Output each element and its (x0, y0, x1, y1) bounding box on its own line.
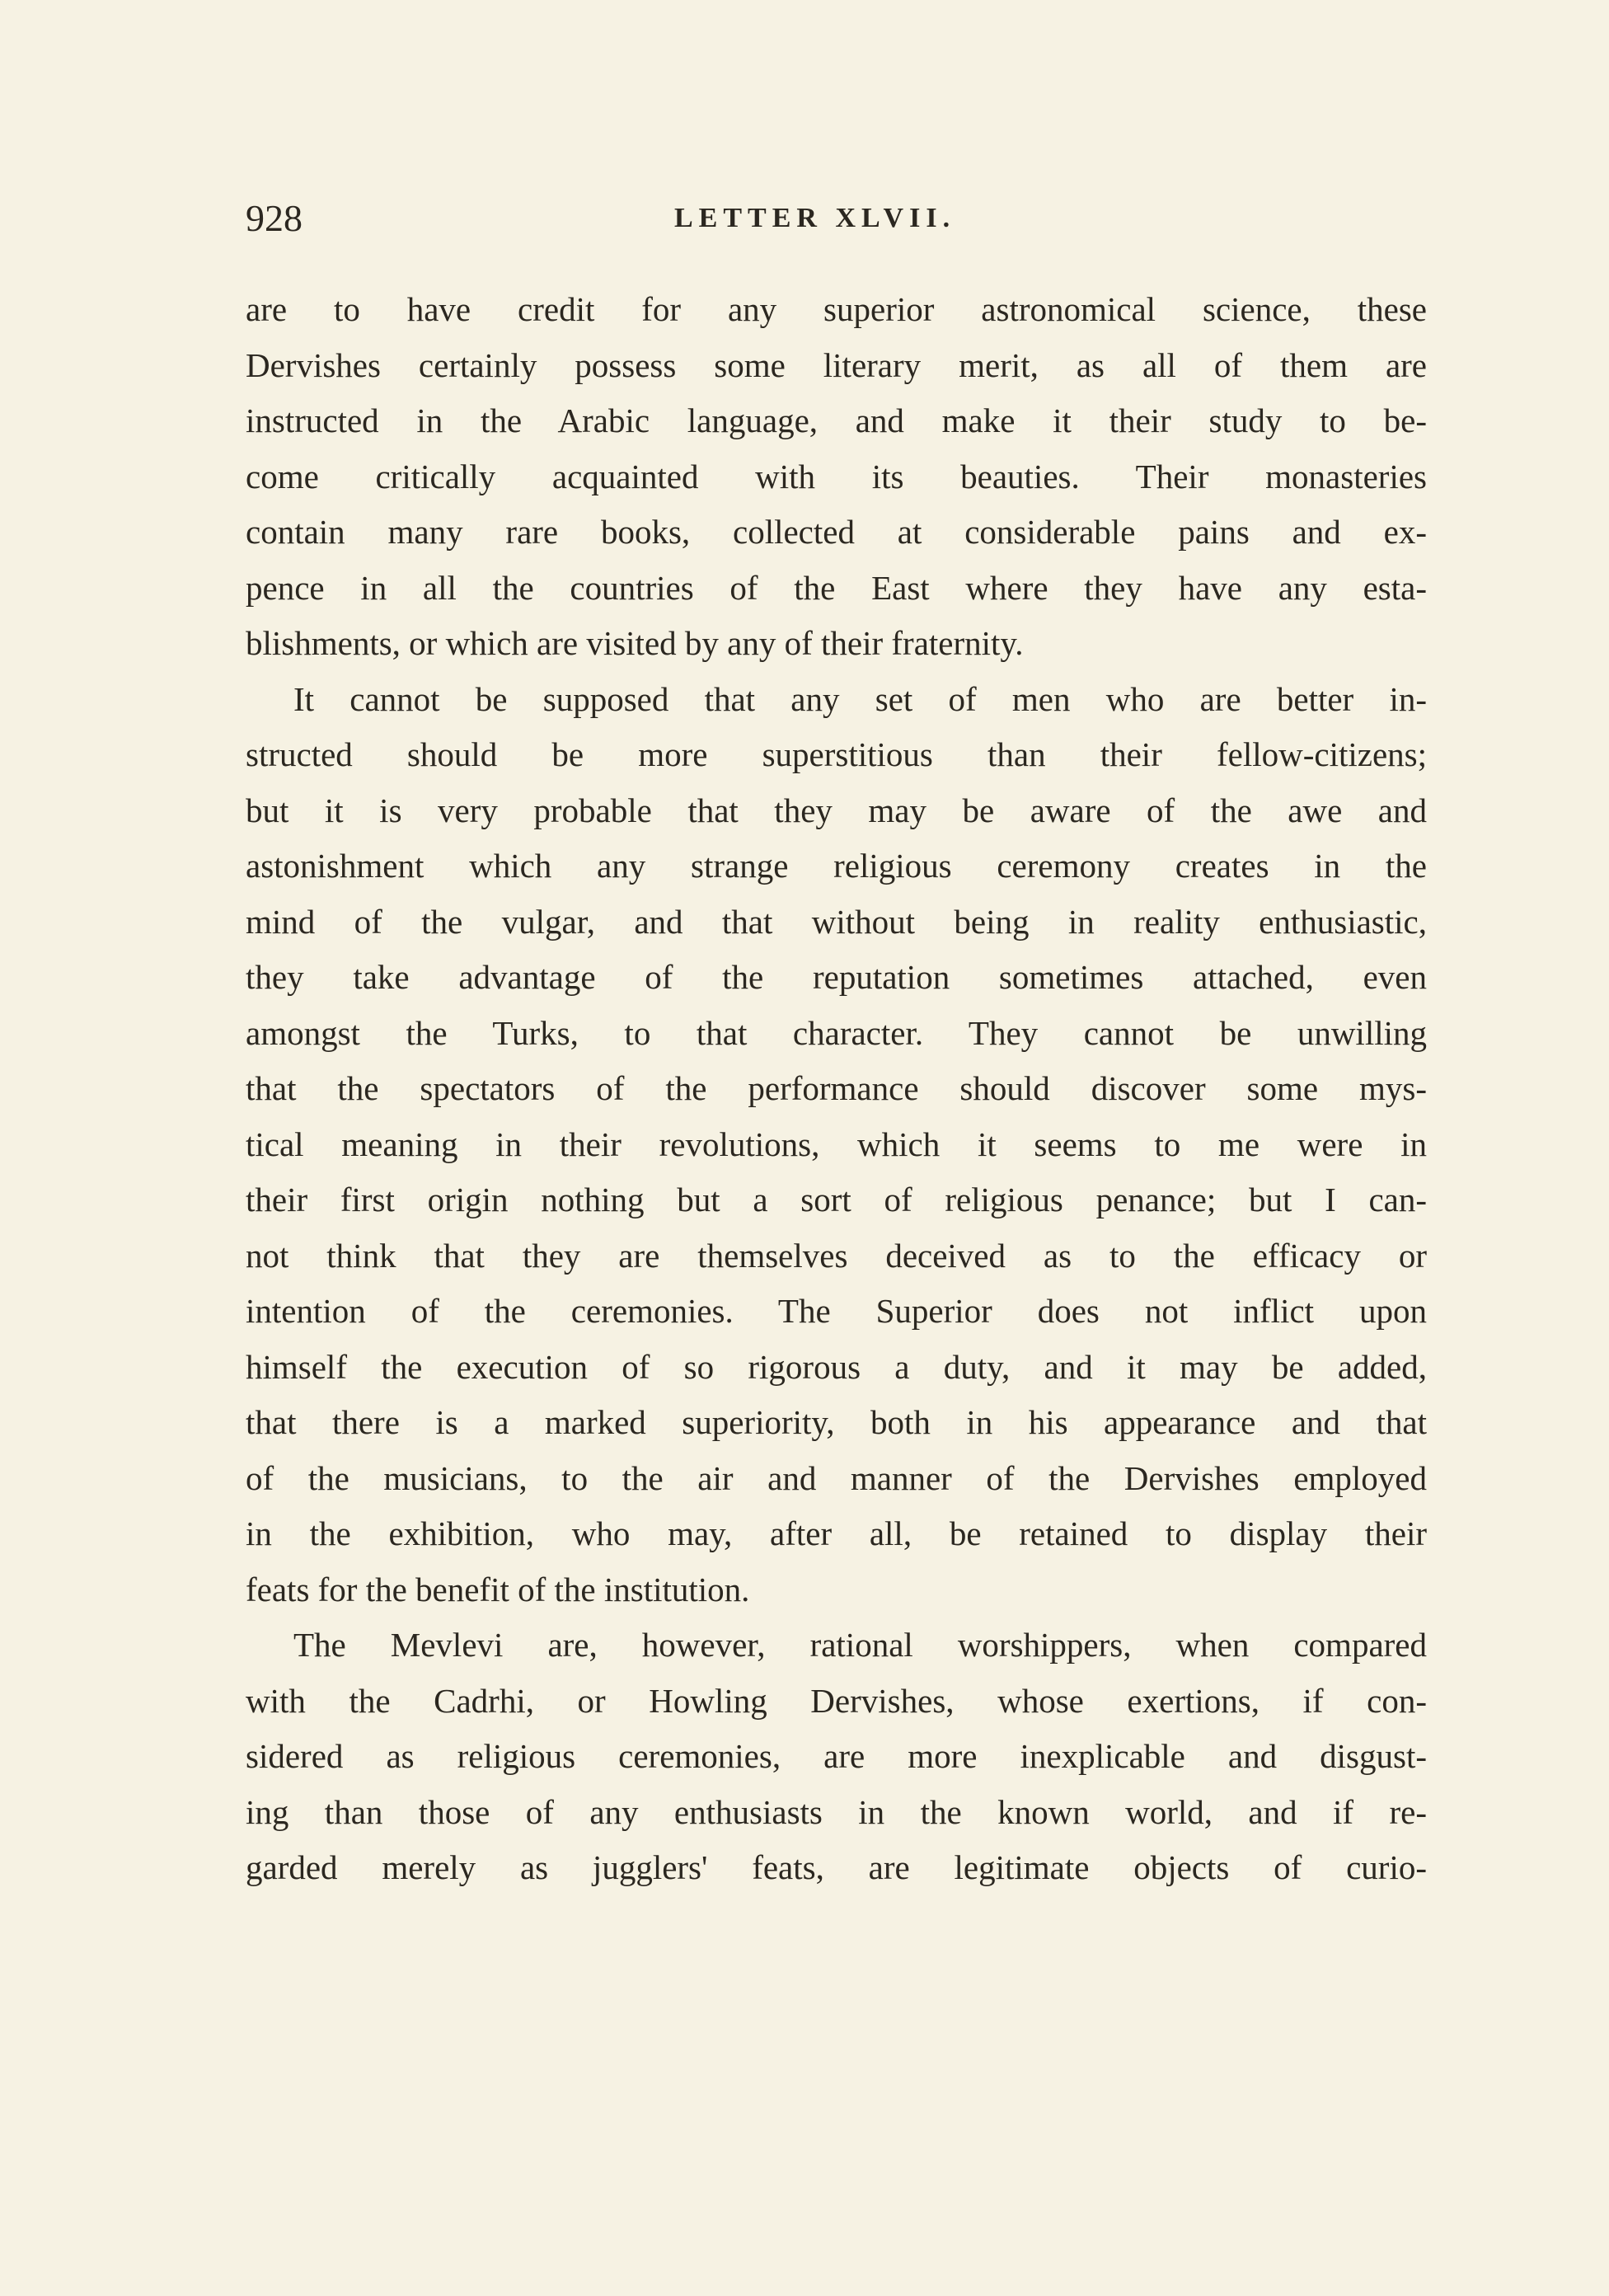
text-line: that there is a marked superiority, both in his appearance and that (246, 1403, 1427, 1441)
text-line: their first origin nothing but a sort of religious penance; but I can- (246, 1181, 1427, 1218)
text-line: The Mevlevi are, however, rational worshippers, when compared (293, 1626, 1427, 1664)
running-title: LETTER XLVII. (674, 203, 956, 233)
text-line: himself the execution of so rigorous a duty, and it may be added, (246, 1347, 1427, 1386)
text-line: mind of the vulgar, and that without being in reality enthusiastic, (246, 902, 1427, 941)
text-line: ing than those of any enthusiasts in the known world, and if re- (246, 1792, 1427, 1831)
text-line: of the musicians, to the air and manner of the Dervishes employed (246, 1458, 1427, 1497)
text-line: but it is very probable that they may be aware of the awe and (246, 791, 1427, 829)
text-line: that the spectators of the performance should discover some mys- (246, 1069, 1427, 1107)
text-line: contain many rare books, collected at considerable pains and ex- (246, 513, 1427, 551)
text-line: tical meaning in their revolutions, which it seems to me were in (246, 1125, 1427, 1163)
text-line: in the exhibition, who may, after all, be retained to display their (246, 1514, 1427, 1552)
text-line: feats for the benefit of the institution. (246, 1570, 750, 1608)
page-header (246, 196, 1427, 246)
text-line: It cannot be supposed that any set of men who are better in- (293, 679, 1427, 718)
text-line: amongst the Turks, to that character. They cannot be unwilling (246, 1013, 1427, 1052)
page-number: 928 (246, 197, 303, 239)
text-line: intention of the ceremonies. The Superior does not inflict upon (246, 1292, 1427, 1330)
paragraph (246, 1618, 1427, 1896)
text-line: structed should be more superstitious than their fellow-citizens; (246, 735, 1427, 773)
text-line: instructed in the Arabic language, and make it their study to be- (246, 401, 1427, 439)
text-line: sidered as religious ceremonies, are more inexplicable and disgust- (246, 1737, 1427, 1775)
text-line: garded merely as jugglers' feats, are legitimate objects of curio- (246, 1848, 1427, 1886)
text-line: with the Cadrhi, or Howling Dervishes, whose exertions, if con- (246, 1681, 1427, 1720)
text-line: pence in all the countries of the East where they have any esta- (246, 568, 1427, 607)
text-line: not think that they are themselves deceived as to the efficacy or (246, 1236, 1427, 1275)
text-line: astonishment which any strange religious ceremony creates in the (246, 847, 1427, 885)
paragraph (246, 672, 1427, 1618)
page-body (246, 282, 1427, 1896)
paragraph (246, 282, 1427, 672)
text-line: they take advantage of the reputation sometimes attached, even (246, 958, 1427, 996)
text-line: blishments, or which are visited by any of their fraternity. (246, 624, 1024, 662)
text-line: Dervishes certainly possess some literary merit, as all of them are (246, 345, 1427, 384)
text-line: come critically acquainted with its beauties. Their monasteries (246, 457, 1427, 495)
text-line: are to have credit for any superior astronomical science, these (246, 290, 1427, 328)
